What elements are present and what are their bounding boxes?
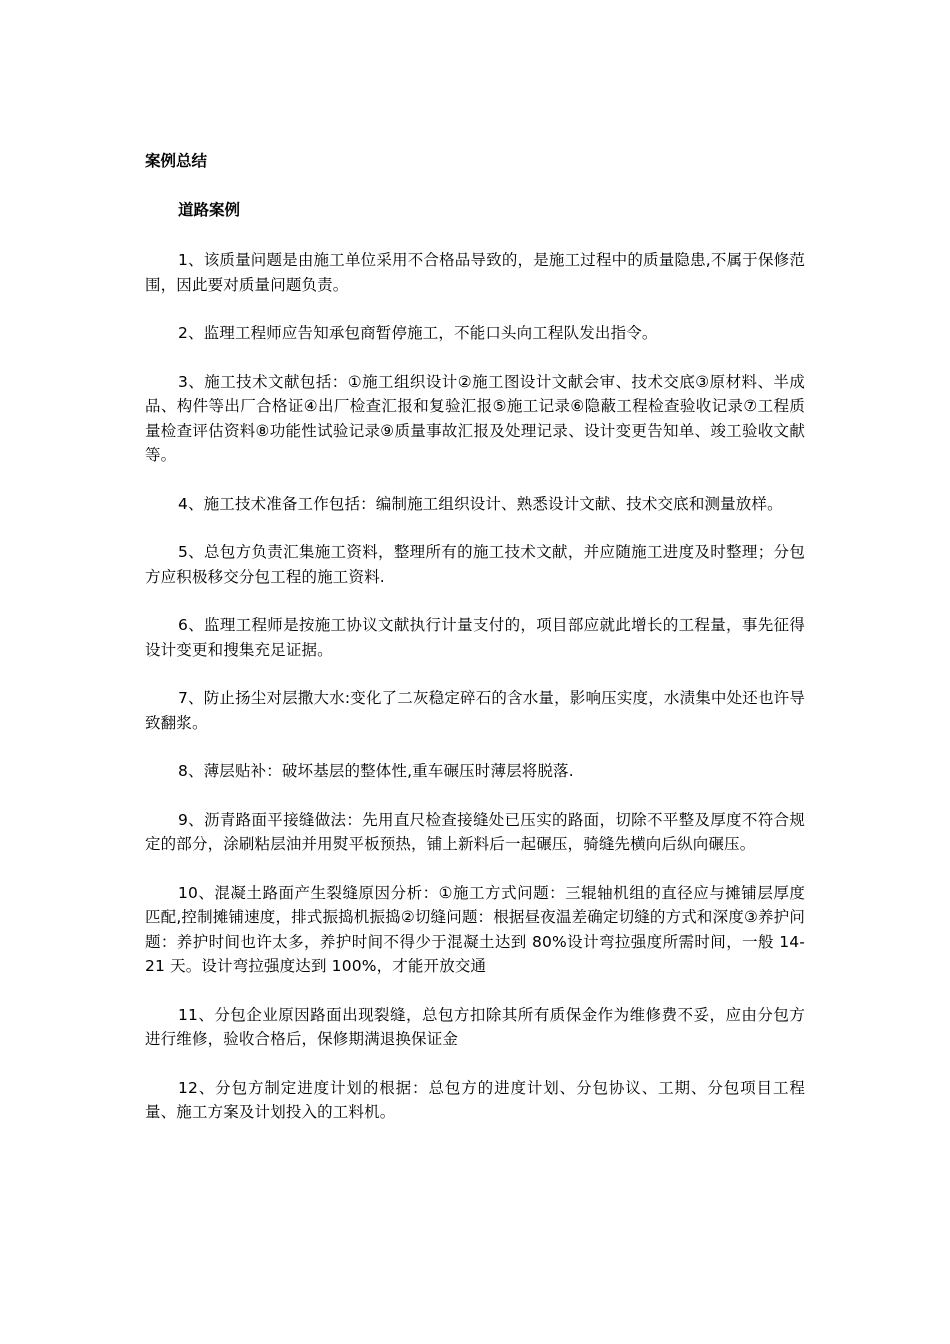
paragraph-9: 9、沥青路面平接缝做法：先用直尺检查接缝处已压实的路面，切除不平整及厚度不符合规定的部分，涂刷粘层油并用熨平板预热，铺上新料后一起碾压，骑缝先横向后纵向碾压。 — [145, 810, 805, 853]
paragraph-11: 11、分包企业原因路面出现裂缝，总包方扣除其所有质保金作为维修费不妥，应由分包方进行维修，验收合格后，保修期满退换保证金 — [145, 1005, 805, 1048]
section-heading: 道路案例 — [178, 201, 241, 219]
paragraph-8: 8、薄层贴补：破坏基层的整体性,重车碾压时薄层将脱落. — [178, 762, 574, 780]
paragraph-3: 3、施工技术文献包括：①施工组织设计②施工图设计文献会审、技术交底③原材料、半成品、构件等出厂合格证④出厂检查汇报和复验汇报⑤施工记录⑥隐蔽工程检查验收记录⑦工程质量检查评估资料⑧功能性试验记录⑨质量事故汇报及处理记录、设计变更告知单、竣工验收文献等。 — [145, 372, 805, 464]
paragraph-10: 10、混凝土路面产生裂缝原因分析：①施工方式问题：三辊轴机组的直径应与摊铺层厚度匹配,控制摊铺速度，排式振捣机振捣②切缝问题：根据昼夜温差确定切缝的方式和深度③养护问题：养护时间也许太多，养护时间不得少于混凝土达到 80%设计弯拉强度所需时间，一般 14-21 天。设计弯拉强度达到 100%，才能开放交通 — [145, 883, 805, 975]
document-title: 案例总结 — [145, 152, 208, 170]
paragraph-2: 2、监理工程师应告知承包商暂停施工，不能口头向工程队发出指令。 — [178, 324, 658, 342]
paragraph-5: 5、总包方负责汇集施工资料，整理所有的施工技术文献，并应随施工进度及时整理；分包方应积极移交分包工程的施工资料. — [145, 543, 805, 586]
paragraph-6: 6、监理工程师是按施工协议文献执行计量支付的，项目部应就此增长的工程量，事先征得设计变更和搜集充足证据。 — [145, 616, 805, 659]
paragraph-12: 12、分包方制定进度计划的根据：总包方的进度计划、分包协议、工期、分包项目工程量、施工方案及计划投入的工料机。 — [145, 1078, 805, 1121]
paragraph-4: 4、施工技术准备工作包括：编制施工组织设计、熟悉设计文献、技术交底和测量放样。 — [178, 494, 783, 513]
paragraph-7: 7、防止扬尘对层撒大水:变化了二灰稳定碎石的含水量，影响压实度，水渍集中处还也许导致翻浆。 — [145, 689, 805, 732]
document-page — [145, 150, 805, 1149]
paragraph-1: 1、该质量问题是由施工单位采用不合格品导致的，是施工过程中的质量隐患,不属于保修范围，因此要对质量问题负责。 — [145, 251, 805, 294]
